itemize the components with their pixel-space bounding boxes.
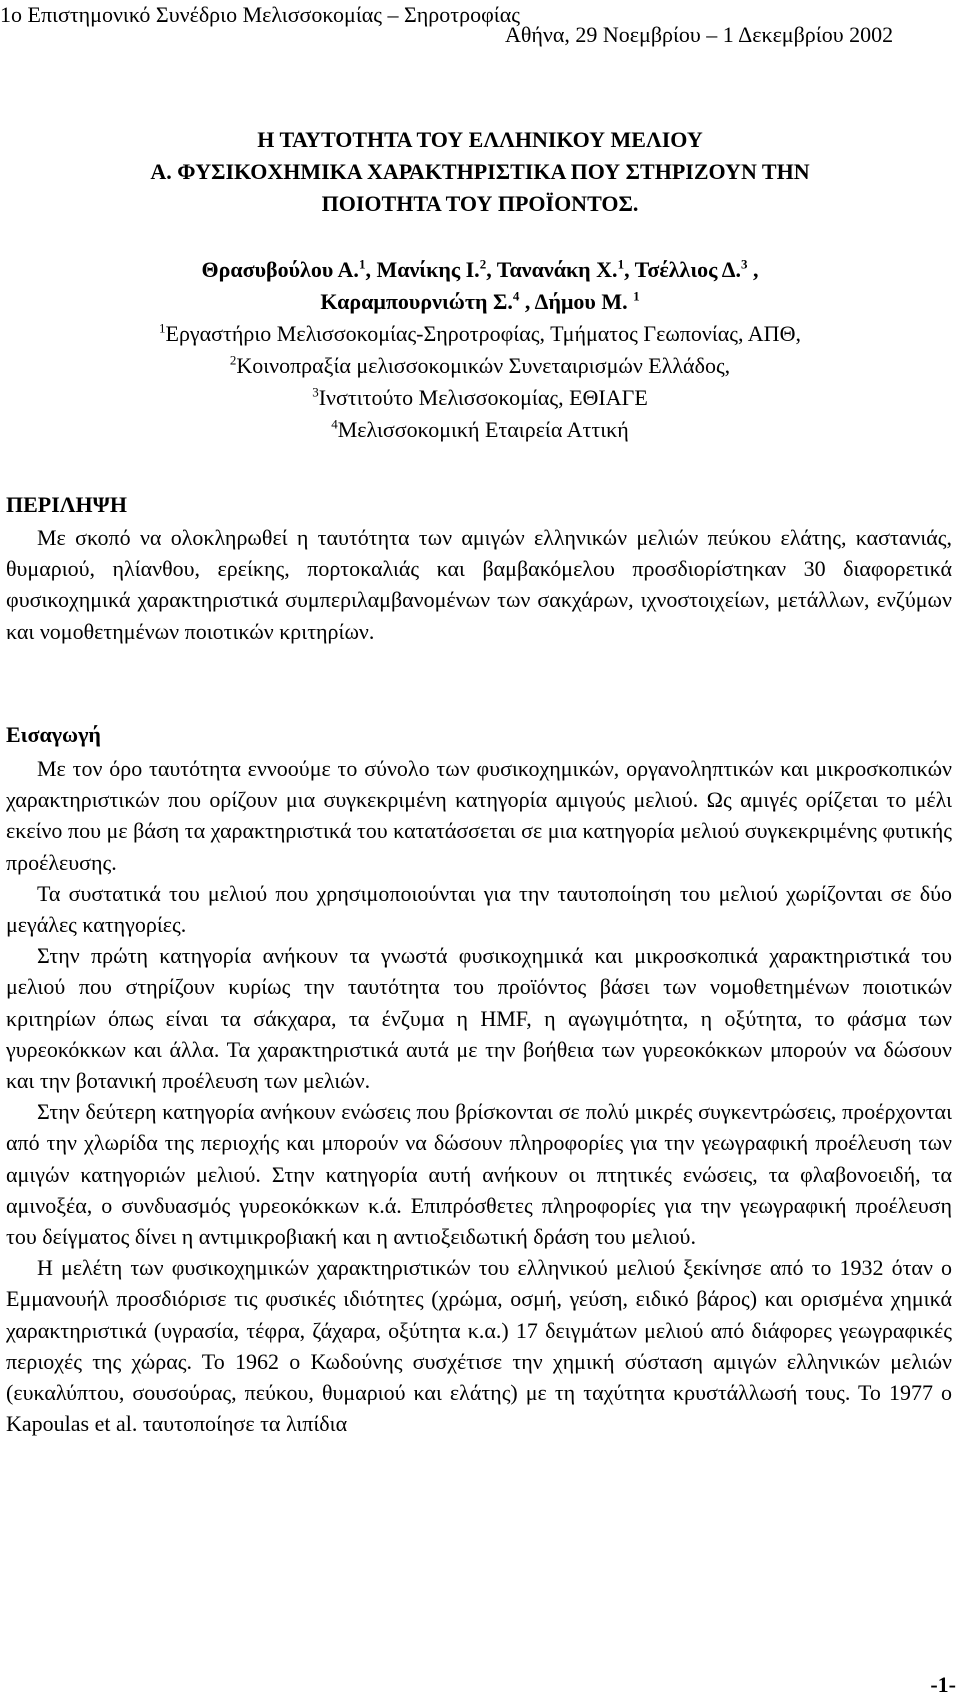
author-name: Δήμου Μ. — [534, 289, 628, 314]
abstract-body — [6, 522, 952, 647]
affiliation-text: Μελισσοκομική Εταιρεία Αττική — [337, 417, 629, 442]
abstract-text: Με σκοπό να ολοκληρωθεί η ταυτότητα των αμιγών ελληνικών μελιών πεύκου ελάτης, καστανιάς, θυμαριού, ηλίανθου, ερείκης, πορτοκαλιάς και βαμβακόμελου προσδιορίστηκαν 30 διαφορετικά φυσικοχημικά χαρακτηριστικά συμπεριλαμβανομένων των σακχάρων, ιχνοστοιχείων, μετάλλων, ενζύμων και νομοθετημένων ποιοτικών κριτηρίων. — [6, 525, 952, 644]
abstract-heading: ΠΕΡΙΛΗΨΗ — [6, 492, 127, 517]
affiliation-3 — [0, 382, 960, 414]
affiliation-number: 2 — [229, 352, 237, 368]
intro-paragraph-5: Η μελέτη των φυσικοχημικών χαρακτηριστικών του ελληνικού μελιού ξεκίνησε από το 1932 όταν ο Εμμανουήλ προσδιόρισε τις φυσικές ιδιότητες (χρώμα, οσμή, γεύση, ειδικό βάρος) και ορισμένα χημικά χαρακτηριστικά (υγρασία, τέφρα, ζάχαρα, οξύτητα κ.α.) 17 δειγμάτων μελιού από διάφορες γεωγραφικές περιοχές της χώρας. Το 1962 ο Κωδούνης συσχέτισε την χημική σύσταση αμιγών ελληνικών μελιών (ευκαλύπτου, σουσούρας, πεύκου, θυμαριού και ελάτης) με τη ταχύτητα κρυστάλλωσή τους. Το 1977 ο Kapoulas et al. ταυτοποίησε τα λιπίδια — [6, 1255, 952, 1437]
intro-paragraph-4: Στην δεύτερη κατηγορία ανήκουν ενώσεις που βρίσκονται σε πολύ μικρές συγκεντρώσεις, προέρχονται από την χλωρίδα της περιοχής και μπορούν να δώσουν πληροφορίες για την γεωγραφική προέλευση των αμιγών κατηγοριών μελιού. Στην κατηγορία αυτή ανήκουν οι πτητικές ενώσεις, τα φλαβονοειδή, τα αμινοξέα, ο συνδυασμός γυρεοκόκκων κ.ά. Επιπρόσθετες πληροφορίες για την γεωγραφική προέλευση του δείγματος δίνει η αντιμικροβιακή και η αντιοξειδωτική δράση του μελιού. — [6, 1099, 952, 1250]
author-affiliation-mark: 3 — [741, 256, 748, 272]
affiliation-text: Κοινοπραξία μελισσοκομικών Συνεταιρισμών Ελλάδος, — [236, 353, 731, 378]
intro-paragraph-2: Τα συστατικά του μελιού που χρησιμοποιούνται για την ταυτοποίηση του μελιού χωρίζονται σε δύο μεγάλες κατηγορίες. — [6, 880, 952, 938]
affiliation-number: 1 — [159, 320, 166, 336]
author-affiliation-mark: 1 — [633, 288, 640, 304]
affiliation-text: Εργαστήριο Μελισσοκομίας-Σηροτροφίας, Τμήματος Γεωπονίας, ΑΠΘ, — [165, 321, 801, 346]
paper-title-line-1: Η ΤΑΥΤΟΤΗΤΑ ΤΟΥ ΕΛΛΗΝΙΚΟΥ ΜΕΛΙΟΥ — [257, 127, 703, 152]
author-affiliation-mark: 4 — [512, 288, 520, 304]
affiliation-4 — [0, 414, 960, 446]
author-affiliation-mark: 1 — [617, 256, 625, 272]
paper-title-line-2: Α. ΦΥΣΙΚΟΧΗΜΙΚΑ ΧΑΡΑΚΤΗΡΙΣΤΙΚΑ ΠΟΥ ΣΤΗΡΙΖΟΥΝ ΤΗΝ — [150, 159, 810, 184]
affiliation-2 — [0, 350, 960, 382]
intro-paragraph-1: Με τον όρο ταυτότητα εννοούμε το σύνολο των φυσικοχημικών, οργανοληπτικών και μικροσκοπικών χαρακτηριστικών που ορίζουν μια συγκεκριμένη κατηγορία αμιγούς μελιού. Ως αμιγές ορίζεται το μέλι εκείνο που με βάση τα χαρακτηριστικά του κατατάσσεται σε μια κατηγορία μελιού συγκεκριμένης φυτικής προέλευσης. — [6, 756, 952, 875]
author-name: Καραμπουρνιώτη Σ. — [320, 289, 513, 314]
author-affiliation-mark: 2 — [479, 256, 487, 272]
affiliation-text: Ινστιτούτο Μελισσοκομίας, ΕΘΙΑΓΕ — [318, 385, 648, 410]
authors-line-1: Θρασυβούλου Α.$^1$, Μανίκης Ι.$^2$, Τανανάκη Χ.$^1$, Τσέλλιος Δ.$^3$ , — [201, 256, 759, 282]
authors-line-2: Καραμπουρνιώτη Σ.$^4$ , Δήμου Μ. $^1$ — [320, 288, 640, 314]
conference-header: 1ο Επιστημονικό Συνέδριο Μελισσοκομίας – Σηροτροφίας — [0, 2, 520, 27]
author-name: Τσέλλιος Δ. — [634, 257, 742, 282]
author-affiliation-mark: 1 — [358, 256, 366, 272]
intro-paragraph-3: Στην πρώτη κατηγορία ανήκουν τα γνωστά φυσικοχημικά και μικροσκοπικά χαρακτηριστικά του μελιού που στηρίζουν κυρίως την ταυτότητα του προϊόντος βάσει των νομοθετημένων ποιοτικών κριτηρίων όπως είναι τα σάκχαρα, τα ένζυμα η HMF, η αγωγιμότητα, η οξύτητα, το φάσμα των γυρεοκόκκων και άλλα. Τα χαρακτηριστικά αυτά με την βοήθεια των γυρεοκόκκων μπορούν να δώσουν και την βοτανική προέλευση των μελιών. — [6, 943, 952, 1094]
conference-dates: Αθήνα, 29 Νοεμβρίου – 1 Δεκεμβρίου 2002 — [505, 22, 894, 47]
page-number: -1- — [930, 1672, 956, 1697]
affiliation-number: 4 — [331, 416, 338, 432]
introduction-heading: Εισαγωγή — [6, 722, 101, 747]
introduction-body — [6, 753, 952, 1439]
author-name: Τανανάκη Χ. — [496, 257, 618, 282]
paper-title-line-3: ΠΟΙΟΤΗΤΑ ΤΟΥ ΠΡΟΪΟΝΤΟΣ. — [321, 191, 639, 216]
author-name: Θρασυβούλου Α. — [201, 257, 359, 282]
author-name: Μανίκης Ι. — [376, 257, 480, 282]
affiliation-number: 3 — [312, 384, 319, 400]
affiliation-1 — [0, 318, 960, 350]
